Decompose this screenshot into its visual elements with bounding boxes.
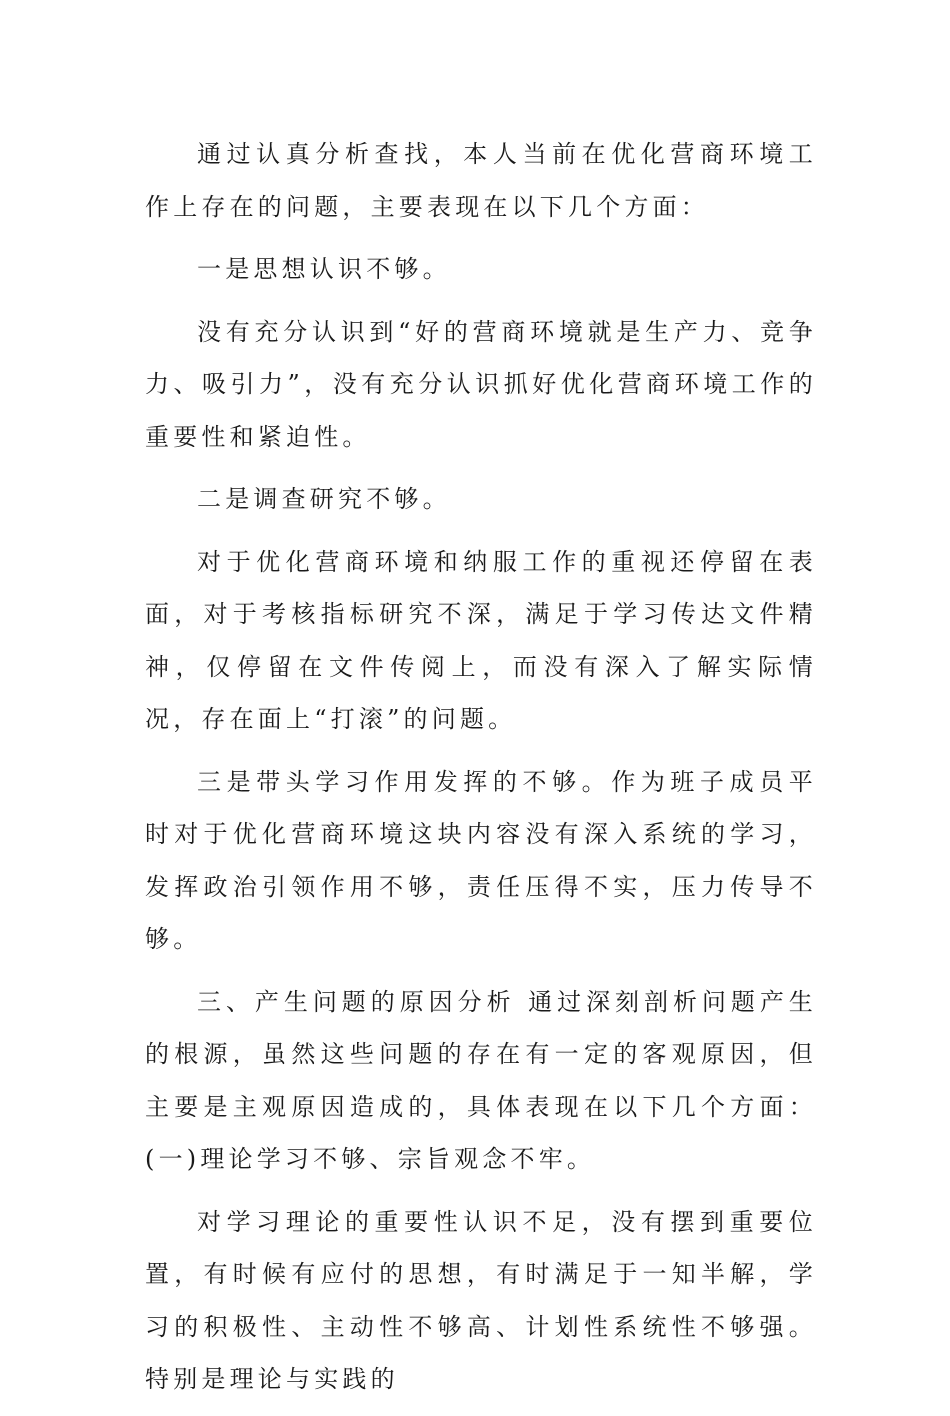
paragraph-point-two-heading: 二是调查研究不够。 xyxy=(197,485,451,513)
paragraph-point-one-body: 没有充分认识到“好的营商环境就是生产力、竞争力、吸引力”，没有充分认识抓好优化营商环境工作的重要性和紧迫性。 xyxy=(145,317,817,451)
paragraph-intro: 通过认真分析查找，本人当前在优化营商环境工作上存在的问题，主要表现在以下几个方面： xyxy=(145,140,817,221)
paragraph-cause-analysis: 三、产生问题的原因分析 通过深刻剖析问题产生的根源，虽然这些问题的存在有一定的客观原因，但主要是主观原因造成的，具体表现在以下几个方面：(一)理论学习不够、宗旨观念不牢。 xyxy=(145,987,817,1173)
paragraph-theory-study: 对学习理论的重要性认识不足，没有摆到重要位置，有时候有应付的思想，有时满足于一知半解，学习的积极性、主动性不够高、计划性系统性不够强。特别是理论与实践的 xyxy=(145,1207,817,1393)
document-body xyxy=(145,128,817,1416)
paragraph-point-three: 三是带头学习作用发挥的不够。作为班子成员平时对于优化营商环境这块内容没有深入系统的学习，发挥政治引领作用不够，责任压得不实，压力传导不够。 xyxy=(145,767,817,953)
paragraph-point-one-heading: 一是思想认识不够。 xyxy=(197,255,451,283)
paragraph-point-two-body: 对于优化营商环境和纳服工作的重视还停留在表面，对于考核指标研究不深，满足于学习传达文件精神，仅停留在文件传阅上，而没有深入了解实际情况，存在面上“打滚”的问题。 xyxy=(145,547,817,733)
